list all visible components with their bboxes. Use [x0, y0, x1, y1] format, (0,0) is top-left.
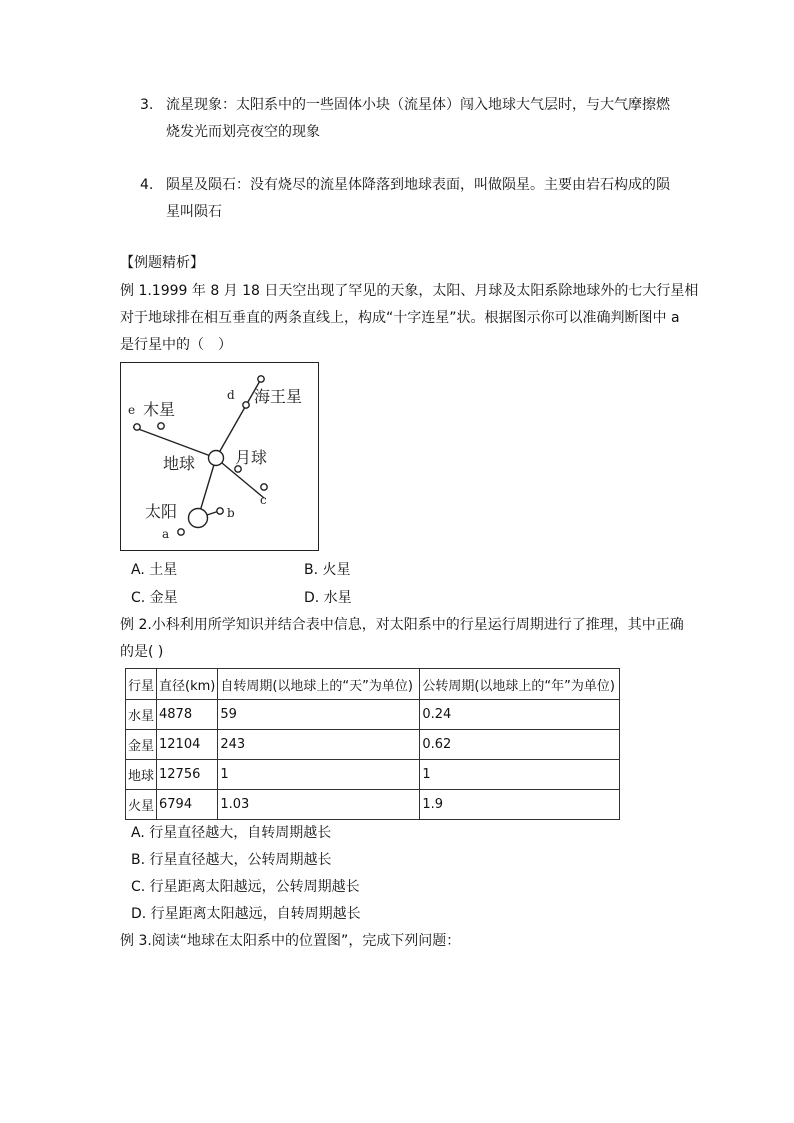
question-text: 例 1.1999 年 8 月 18 日天空出现了罕见的天象，太阳、月球及太阳系除地球外的七大行星相: [120, 283, 699, 299]
table-cell: 1.9: [420, 790, 620, 820]
table-cell: 59: [218, 700, 420, 730]
label-sun: 太阳: [145, 502, 178, 521]
planet-c-marker: [261, 484, 267, 490]
option-c: C. 行星距离太阳越远，公转周期越长: [131, 879, 360, 895]
table-cell: 1: [420, 760, 620, 790]
table-header-cell: 直径(km): [157, 669, 218, 700]
planet-data-table: [125, 668, 620, 820]
table-header-cell: 自转周期(以地球上的“天”为单位): [218, 669, 420, 700]
option-b: B. 火星: [304, 562, 351, 578]
question-text: 的是( ): [120, 644, 164, 660]
label-b: b: [227, 506, 235, 520]
list-number: 3.: [140, 97, 154, 113]
table-cell: 12756: [157, 760, 218, 790]
table-row: [126, 730, 620, 760]
label-earth: 地球: [163, 454, 196, 473]
label-d: d: [227, 388, 235, 402]
option-d: D. 行星距离太阳越远，自转周期越长: [131, 906, 361, 922]
table-cell: 火星: [126, 790, 157, 820]
option-b: B. 行星直径越大，公转周期越长: [131, 852, 332, 868]
label-neptune: 海王星: [254, 387, 303, 406]
table-cell: 0.24: [420, 700, 620, 730]
label-jupiter: 木星: [143, 400, 176, 419]
earth-marker: [209, 451, 224, 466]
planet-b-marker: [217, 508, 223, 514]
table-row: [126, 760, 620, 790]
label-a: a: [162, 527, 170, 541]
table-cell: 1.03: [218, 790, 420, 820]
table-cell: 1: [218, 760, 420, 790]
alignment-diagram: [121, 363, 320, 552]
option-a: A. 土星: [131, 562, 178, 578]
table-cell: 0.62: [420, 730, 620, 760]
table-row: [126, 790, 620, 820]
planet-alignment-figure: [120, 362, 319, 551]
table-header-cell: 公转周期(以地球上的“年”为单位): [420, 669, 620, 700]
option-d: D. 水星: [304, 590, 352, 606]
list-item-text: 烧发光而划亮夜空的现象: [166, 124, 320, 140]
question-text: 例 2.小科利用所学知识并结合表中信息，对太阳系中的行星运行周期进行了推理，其中正确: [120, 617, 684, 633]
option-a: A. 行星直径越大，自转周期越长: [131, 825, 332, 841]
table-cell: 地球: [126, 760, 157, 790]
list-number: 4.: [140, 177, 154, 193]
label-e: e: [128, 403, 136, 417]
table-cell: 金星: [126, 730, 157, 760]
table-cell: 6794: [157, 790, 218, 820]
table-cell: 12104: [157, 730, 218, 760]
table-cell: 水星: [126, 700, 157, 730]
neptune-marker: [243, 402, 249, 408]
table-row: [126, 700, 620, 730]
section-heading: 【例题精析】: [120, 255, 204, 271]
planet-d-marker: [258, 376, 264, 382]
label-c: c: [260, 493, 267, 507]
sun-marker: [189, 509, 208, 528]
table-header-cell: 行星: [126, 669, 157, 700]
question-text: 对于地球排在相互垂直的两条直线上，构成“十字连星”状。根据图示你可以准确判断图中 a: [120, 310, 680, 326]
list-item-text: 流星现象：太阳系中的一些固体小块（流星体）闯入地球大气层时，与大气摩擦燃: [166, 97, 670, 113]
jupiter-marker: [158, 423, 164, 429]
question-text: 是行星中的（ ）: [120, 337, 232, 353]
list-item-text: 星叫陨石: [166, 204, 222, 220]
table-cell: 243: [218, 730, 420, 760]
list-item-text: 陨星及陨石：没有烧尽的流星体降落到地球表面，叫做陨星。主要由岩石构成的陨: [166, 177, 670, 193]
table-cell: 4878: [157, 700, 218, 730]
label-moon: 月球: [235, 448, 268, 467]
planet-a-marker: [178, 529, 184, 535]
option-c: C. 金星: [131, 590, 178, 606]
table-header-row: [126, 669, 620, 700]
question-text: 例 3.阅读“地球在太阳系中的位置图”，完成下列问题：: [120, 933, 461, 949]
planet-e-marker: [134, 424, 140, 430]
